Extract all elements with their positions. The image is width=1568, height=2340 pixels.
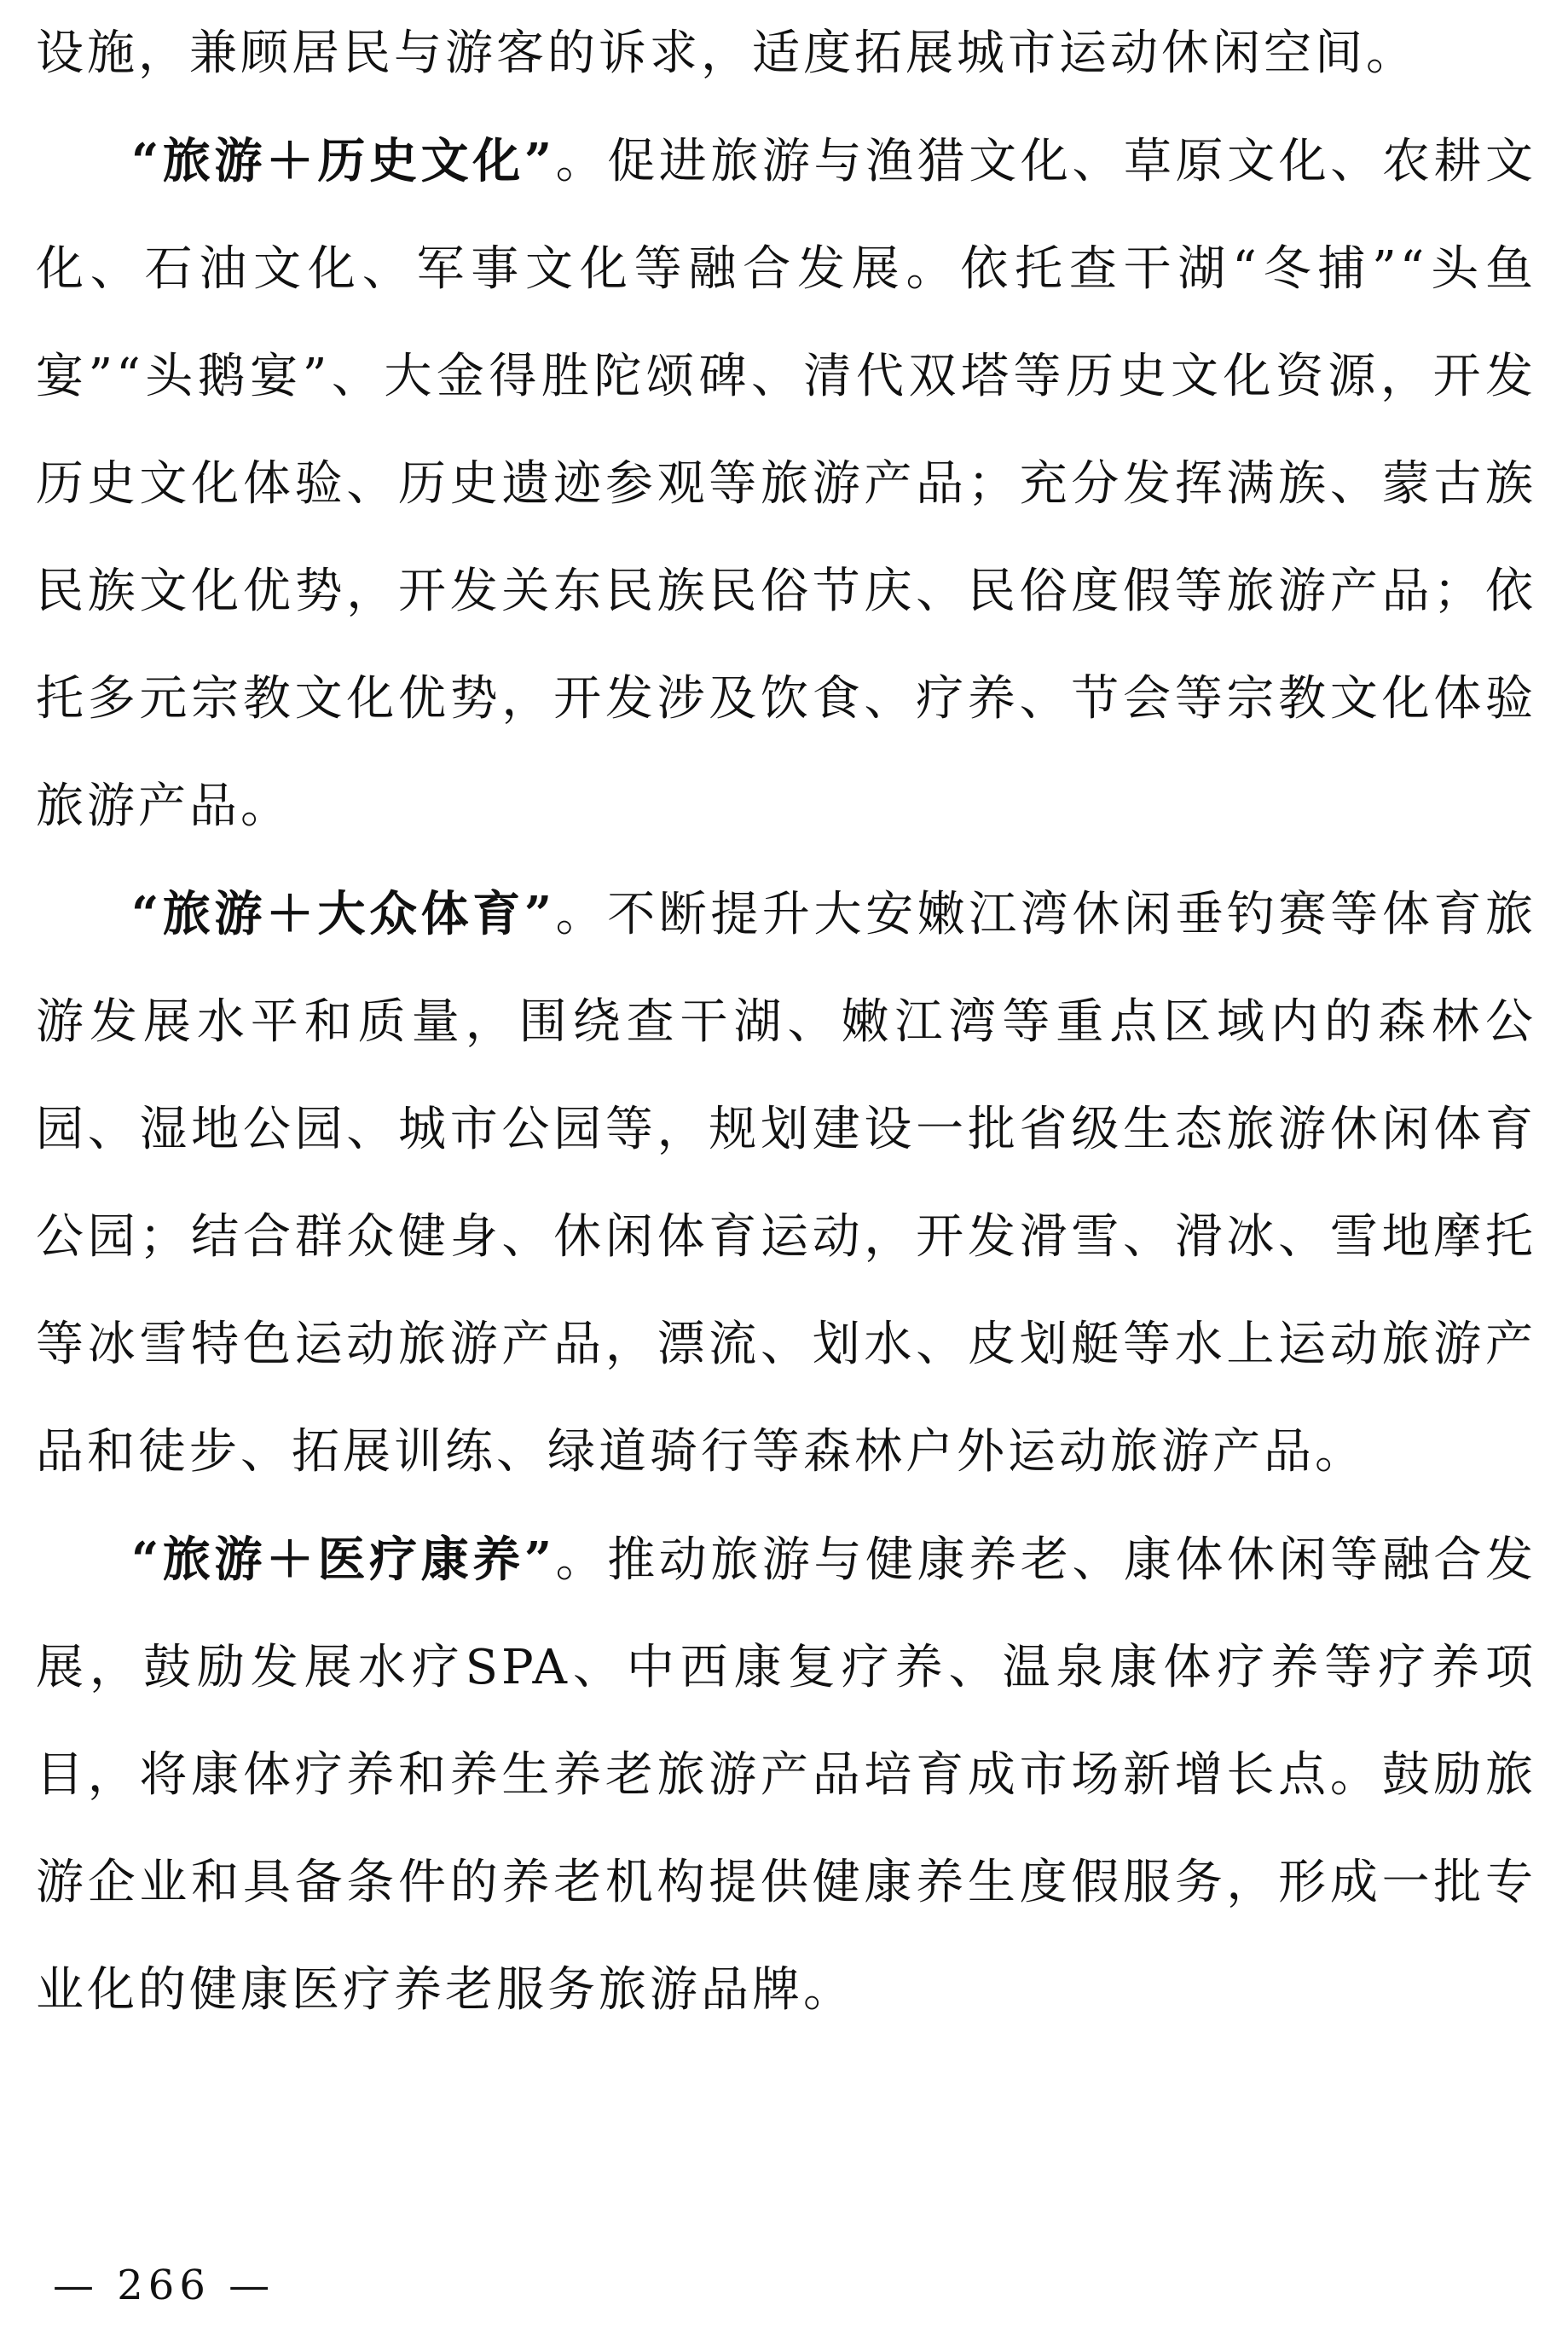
paragraph-4-lead: “旅游＋医疗康养” (131, 1532, 556, 1588)
paragraph-2-text: 。促进旅游与渔猎文化、草原文化、农耕文化、石油文化、军事文化等融合发展。依托查干湖“冬捕”“头鱼宴”“头鹅宴”、大金得胜陀颂碑、清代双塔等历史文化资源，开发历史文化体验、历史遗迹参观等旅游产品；充分发挥满族、蒙古族民族文化优势，开发关东民族民俗节庆、民俗度假等旅游产品；依托多元宗教文化优势，开发涉及饮食、疗养、节会等宗教文化体验旅游产品。 (36, 134, 1537, 834)
page-number: — 266 — (53, 2262, 275, 2309)
paragraph-3-lead: “旅游＋大众体育” (131, 886, 556, 942)
paragraph-2-lead: “旅游＋历史文化” (131, 133, 556, 189)
paragraph-3 (36, 860, 1536, 1506)
paragraph-1 (36, 0, 1536, 107)
paragraph-4 (36, 1506, 1536, 2044)
paragraph-4-text: 。推动旅游与健康养老、康体休闲等融合发展，鼓励发展水疗SPA、中西康复疗养、温泉康体疗养等疗养项目，将康体疗养和养生养老旅游产品培育成市场新增长点。鼓励旅游企业和具备条件的养老机构提供健康养生度假服务，形成一批专业化的健康医疗养老服务旅游品牌。 (36, 1532, 1537, 2018)
body-text (36, 0, 1536, 2044)
paragraph-2 (36, 107, 1536, 860)
paragraph-1-text: 设施，兼顾居民与游客的诉求，适度拓展城市运动休闲空间。 (36, 26, 1417, 81)
paragraph-3-text: 。不断提升大安嫩江湾休闲垂钓赛等体育旅游发展水平和质量，围绕查干湖、嫩江湾等重点区域内的森林公园、湿地公园、城市公园等，规划建设一批省级生态旅游休闲体育公园；结合群众健身、休闲体育运动，开发滑雪、滑冰、雪地摩托等冰雪特色运动旅游产品，漂流、划水、皮划艇等水上运动旅游产品和徒步、拓展训练、绿道骑行等森林户外运动旅游产品。 (36, 887, 1537, 1480)
